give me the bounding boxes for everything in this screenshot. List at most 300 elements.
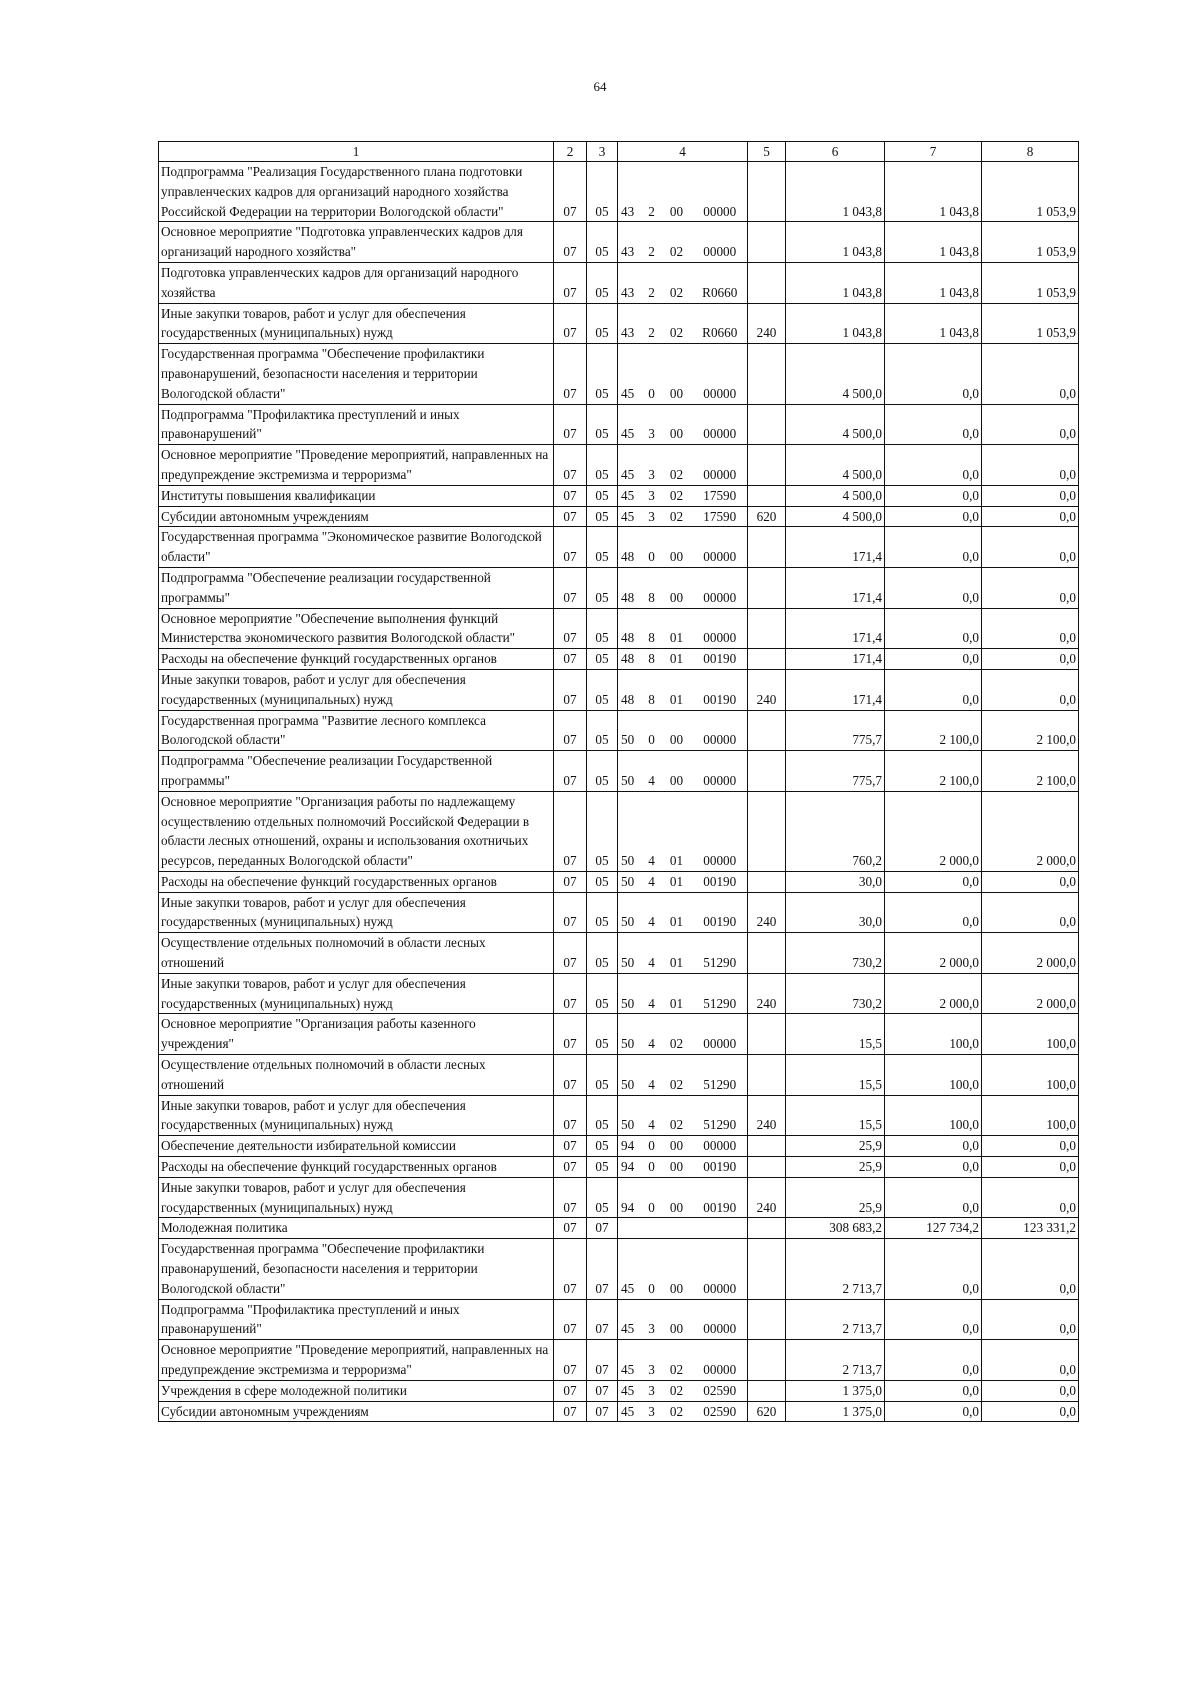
row-target-subprogram: 3 xyxy=(643,1299,661,1340)
row-value-col7: 0,0 xyxy=(885,649,982,670)
row-target-event: 02 xyxy=(661,485,693,506)
row-value-col6: 4 500,0 xyxy=(786,344,885,404)
row-target-subprogram: 4 xyxy=(643,1095,661,1136)
row-target-event: 00 xyxy=(661,1177,693,1218)
row-target-event: 02 xyxy=(661,262,693,303)
row-name: Обеспечение деятельности избирательной комиссии xyxy=(159,1136,554,1157)
row-subsection: 05 xyxy=(587,1177,618,1218)
row-name: Государственная программа "Экономическое развитие Вологодской области" xyxy=(159,527,554,568)
table-row xyxy=(159,567,1079,608)
row-subsection: 05 xyxy=(587,973,618,1014)
row-target-event: 00 xyxy=(661,751,693,792)
row-target-program: 50 xyxy=(618,710,643,751)
row-target-event: 02 xyxy=(661,1014,693,1055)
header-col-5: 5 xyxy=(748,142,786,162)
row-value-col7: 0,0 xyxy=(885,608,982,649)
row-name: Основное мероприятие "Проведение мероприятий, направленных на предупреждение экстремизма и терроризма" xyxy=(159,1340,554,1381)
table-row xyxy=(159,1380,1079,1401)
row-value-col8: 0,0 xyxy=(982,1177,1079,1218)
row-section: 07 xyxy=(554,303,587,344)
header-col-8: 8 xyxy=(982,142,1079,162)
row-value-col8: 0,0 xyxy=(982,527,1079,568)
row-name: Основное мероприятие "Организация работы казенного учреждения" xyxy=(159,1014,554,1055)
table-row xyxy=(159,222,1079,263)
row-name: Иные закупки товаров, работ и услуг для обеспечения государственных (муниципальных) нужд xyxy=(159,303,554,344)
row-expense-type: 620 xyxy=(748,506,786,527)
row-section: 07 xyxy=(554,710,587,751)
row-value-col6: 15,5 xyxy=(786,1055,885,1096)
header-col-3: 3 xyxy=(587,142,618,162)
table-row xyxy=(159,262,1079,303)
row-target-direction: 00000 xyxy=(693,1136,748,1157)
row-value-col7: 0,0 xyxy=(885,445,982,486)
row-value-col8: 100,0 xyxy=(982,1014,1079,1055)
table-row xyxy=(159,527,1079,568)
row-target-subprogram: 8 xyxy=(643,608,661,649)
row-value-col7: 100,0 xyxy=(885,1095,982,1136)
row-value-col6: 30,0 xyxy=(786,871,885,892)
row-value-col7: 0,0 xyxy=(885,892,982,933)
row-subsection: 05 xyxy=(587,892,618,933)
row-target-event: 00 xyxy=(661,1299,693,1340)
row-target-direction: 00000 xyxy=(693,527,748,568)
row-target-program: 43 xyxy=(618,262,643,303)
table-row xyxy=(159,1340,1079,1381)
row-value-col8: 0,0 xyxy=(982,506,1079,527)
row-name: Государственная программа "Обеспечение профилактики правонарушений, безопасности населения и территории Вологодской области" xyxy=(159,1239,554,1299)
row-name: Подпрограмма "Реализация Государственного плана подготовки управленческих кадров для организаций народного хозяйства Российской Федерации на территории Вологодской области" xyxy=(159,162,554,222)
row-target-direction xyxy=(693,1218,748,1239)
row-target-direction: 00000 xyxy=(693,162,748,222)
row-name: Институты повышения квалификации xyxy=(159,485,554,506)
row-section: 07 xyxy=(554,485,587,506)
row-subsection: 05 xyxy=(587,1055,618,1096)
row-expense-type xyxy=(748,222,786,263)
row-value-col6: 760,2 xyxy=(786,791,885,871)
row-target-program: 50 xyxy=(618,751,643,792)
row-name: Расходы на обеспечение функций государственных органов xyxy=(159,649,554,670)
row-expense-type: 240 xyxy=(748,973,786,1014)
row-target-program: 45 xyxy=(618,1380,643,1401)
row-target-program: 50 xyxy=(618,871,643,892)
row-expense-type xyxy=(748,485,786,506)
row-name: Подпрограмма "Профилактика преступлений и иных правонарушений" xyxy=(159,404,554,445)
row-target-subprogram: 0 xyxy=(643,344,661,404)
row-target-direction: 51290 xyxy=(693,1095,748,1136)
row-target-event: 02 xyxy=(661,1095,693,1136)
row-expense-type xyxy=(748,649,786,670)
row-section: 07 xyxy=(554,404,587,445)
row-name: Основное мероприятие "Обеспечение выполнения функций Министерства экономического развития Вологодской области" xyxy=(159,608,554,649)
row-target-event: 01 xyxy=(661,791,693,871)
row-name: Иные закупки товаров, работ и услуг для обеспечения государственных (муниципальных) нужд xyxy=(159,669,554,710)
row-section: 07 xyxy=(554,649,587,670)
row-value-col6: 15,5 xyxy=(786,1095,885,1136)
row-value-col6: 775,7 xyxy=(786,751,885,792)
row-name: Расходы на обеспечение функций государственных органов xyxy=(159,871,554,892)
row-value-col8: 1 053,9 xyxy=(982,262,1079,303)
row-target-program: 48 xyxy=(618,649,643,670)
row-name: Государственная программа "Развитие лесного комплекса Вологодской области" xyxy=(159,710,554,751)
row-name: Подпрограмма "Профилактика преступлений и иных правонарушений" xyxy=(159,1299,554,1340)
row-section: 07 xyxy=(554,1239,587,1299)
row-expense-type xyxy=(748,1218,786,1239)
row-section: 07 xyxy=(554,262,587,303)
row-subsection: 07 xyxy=(587,1299,618,1340)
table-row xyxy=(159,669,1079,710)
row-target-subprogram: 4 xyxy=(643,751,661,792)
row-expense-type: 240 xyxy=(748,303,786,344)
row-name: Иные закупки товаров, работ и услуг для обеспечения государственных (муниципальных) нужд xyxy=(159,1177,554,1218)
row-value-col8: 0,0 xyxy=(982,344,1079,404)
row-subsection: 05 xyxy=(587,1014,618,1055)
row-target-program: 50 xyxy=(618,973,643,1014)
row-target-direction: 00190 xyxy=(693,1177,748,1218)
header-col-1: 1 xyxy=(159,142,554,162)
row-target-subprogram: 4 xyxy=(643,892,661,933)
row-subsection: 05 xyxy=(587,162,618,222)
row-subsection: 05 xyxy=(587,871,618,892)
row-value-col7: 0,0 xyxy=(885,871,982,892)
row-value-col8: 0,0 xyxy=(982,1401,1079,1422)
row-target-program: 45 xyxy=(618,344,643,404)
row-target-subprogram: 4 xyxy=(643,1055,661,1096)
row-expense-type: 240 xyxy=(748,669,786,710)
table-row xyxy=(159,1218,1079,1239)
row-value-col7: 100,0 xyxy=(885,1055,982,1096)
row-name: Иные закупки товаров, работ и услуг для обеспечения государственных (муниципальных) нужд xyxy=(159,973,554,1014)
row-target-subprogram: 0 xyxy=(643,1177,661,1218)
row-value-col7: 0,0 xyxy=(885,567,982,608)
row-target-direction: 00000 xyxy=(693,222,748,263)
row-subsection: 05 xyxy=(587,1095,618,1136)
row-value-col6: 171,4 xyxy=(786,669,885,710)
row-value-col6: 1 375,0 xyxy=(786,1380,885,1401)
table-row xyxy=(159,485,1079,506)
row-value-col7: 0,0 xyxy=(885,404,982,445)
row-value-col6: 30,0 xyxy=(786,892,885,933)
row-expense-type xyxy=(748,1136,786,1157)
budget-table xyxy=(158,141,1079,1422)
row-target-direction: 17590 xyxy=(693,485,748,506)
row-value-col7: 0,0 xyxy=(885,1380,982,1401)
row-value-col6: 171,4 xyxy=(786,567,885,608)
row-value-col7: 2 000,0 xyxy=(885,791,982,871)
row-target-subprogram: 8 xyxy=(643,567,661,608)
row-name: Учреждения в сфере молодежной политики xyxy=(159,1380,554,1401)
table-row xyxy=(159,871,1079,892)
row-target-program: 48 xyxy=(618,608,643,649)
row-value-col7: 0,0 xyxy=(885,1340,982,1381)
row-target-program: 45 xyxy=(618,506,643,527)
row-value-col7: 2 100,0 xyxy=(885,710,982,751)
row-target-subprogram: 3 xyxy=(643,404,661,445)
row-target-event: 02 xyxy=(661,1380,693,1401)
row-target-event: 00 xyxy=(661,344,693,404)
row-target-event: 02 xyxy=(661,222,693,263)
row-target-direction: 00190 xyxy=(693,892,748,933)
row-target-event: 01 xyxy=(661,608,693,649)
row-section: 07 xyxy=(554,669,587,710)
row-target-event: 02 xyxy=(661,506,693,527)
row-target-program: 43 xyxy=(618,303,643,344)
row-target-program xyxy=(618,1218,643,1239)
row-section: 07 xyxy=(554,1380,587,1401)
row-name: Подпрограмма "Обеспечение реализации государственной программы" xyxy=(159,567,554,608)
row-target-direction: 00000 xyxy=(693,1340,748,1381)
row-target-subprogram: 3 xyxy=(643,1401,661,1422)
row-subsection: 05 xyxy=(587,649,618,670)
row-target-subprogram: 0 xyxy=(643,1157,661,1178)
row-value-col7: 127 734,2 xyxy=(885,1218,982,1239)
row-value-col7: 0,0 xyxy=(885,344,982,404)
row-target-subprogram: 3 xyxy=(643,1380,661,1401)
row-value-col8: 2 100,0 xyxy=(982,751,1079,792)
table-row xyxy=(159,445,1079,486)
row-target-program: 94 xyxy=(618,1136,643,1157)
row-subsection: 05 xyxy=(587,527,618,568)
row-value-col8: 1 053,9 xyxy=(982,303,1079,344)
row-section: 07 xyxy=(554,1177,587,1218)
row-value-col6: 2 713,7 xyxy=(786,1299,885,1340)
row-subsection: 05 xyxy=(587,933,618,974)
row-section: 07 xyxy=(554,1014,587,1055)
row-name: Осуществление отдельных полномочий в области лесных отношений xyxy=(159,1055,554,1096)
row-target-program: 45 xyxy=(618,445,643,486)
row-value-col6: 4 500,0 xyxy=(786,485,885,506)
row-target-direction: 00000 xyxy=(693,567,748,608)
row-value-col7: 100,0 xyxy=(885,1014,982,1055)
row-subsection: 05 xyxy=(587,567,618,608)
row-subsection: 05 xyxy=(587,669,618,710)
row-subsection: 05 xyxy=(587,404,618,445)
row-target-direction: 00000 xyxy=(693,404,748,445)
row-expense-type xyxy=(748,1340,786,1381)
row-expense-type xyxy=(748,1157,786,1178)
table-row xyxy=(159,1055,1079,1096)
row-section: 07 xyxy=(554,1157,587,1178)
row-target-program: 45 xyxy=(618,1401,643,1422)
row-subsection: 07 xyxy=(587,1218,618,1239)
row-target-event: 00 xyxy=(661,162,693,222)
row-value-col6: 775,7 xyxy=(786,710,885,751)
table-row xyxy=(159,751,1079,792)
row-target-direction: 02590 xyxy=(693,1380,748,1401)
row-value-col7: 1 043,8 xyxy=(885,303,982,344)
table-row xyxy=(159,162,1079,222)
row-value-col8: 0,0 xyxy=(982,485,1079,506)
row-name: Государственная программа "Обеспечение профилактики правонарушений, безопасности населения и территории Вологодской области" xyxy=(159,344,554,404)
row-value-col6: 171,4 xyxy=(786,649,885,670)
row-value-col8: 2 000,0 xyxy=(982,791,1079,871)
row-value-col8: 0,0 xyxy=(982,669,1079,710)
row-section: 07 xyxy=(554,933,587,974)
row-subsection: 07 xyxy=(587,1340,618,1381)
row-value-col8: 100,0 xyxy=(982,1055,1079,1096)
row-value-col6: 1 043,8 xyxy=(786,303,885,344)
row-value-col8: 0,0 xyxy=(982,871,1079,892)
row-target-subprogram: 0 xyxy=(643,710,661,751)
row-value-col7: 0,0 xyxy=(885,669,982,710)
row-target-event: 00 xyxy=(661,1157,693,1178)
row-target-event: 00 xyxy=(661,404,693,445)
row-target-event: 00 xyxy=(661,1239,693,1299)
row-target-program: 48 xyxy=(618,527,643,568)
row-target-program: 94 xyxy=(618,1177,643,1218)
row-target-direction: 00000 xyxy=(693,1239,748,1299)
row-target-subprogram: 4 xyxy=(643,1014,661,1055)
row-subsection: 05 xyxy=(587,1157,618,1178)
table-row xyxy=(159,303,1079,344)
table-row xyxy=(159,649,1079,670)
row-target-subprogram: 4 xyxy=(643,871,661,892)
row-expense-type xyxy=(748,1239,786,1299)
row-target-subprogram: 3 xyxy=(643,506,661,527)
table-row xyxy=(159,892,1079,933)
row-expense-type xyxy=(748,871,786,892)
table-row xyxy=(159,608,1079,649)
row-subsection: 05 xyxy=(587,445,618,486)
table-row xyxy=(159,344,1079,404)
row-expense-type xyxy=(748,933,786,974)
row-value-col7: 0,0 xyxy=(885,1239,982,1299)
table-row xyxy=(159,1299,1079,1340)
row-value-col7: 1 043,8 xyxy=(885,262,982,303)
row-target-subprogram: 4 xyxy=(643,973,661,1014)
row-expense-type: 240 xyxy=(748,1177,786,1218)
row-value-col7: 0,0 xyxy=(885,1401,982,1422)
row-value-col6: 25,9 xyxy=(786,1157,885,1178)
row-value-col6: 4 500,0 xyxy=(786,506,885,527)
table-row xyxy=(159,1136,1079,1157)
row-expense-type xyxy=(748,751,786,792)
page-number: 64 xyxy=(593,79,607,94)
row-target-subprogram: 8 xyxy=(643,649,661,670)
row-section: 07 xyxy=(554,1095,587,1136)
row-value-col8: 0,0 xyxy=(982,567,1079,608)
row-value-col8: 0,0 xyxy=(982,608,1079,649)
row-target-subprogram: 0 xyxy=(643,1136,661,1157)
row-value-col6: 2 713,7 xyxy=(786,1340,885,1381)
table-header-row xyxy=(159,142,1079,162)
row-value-col7: 0,0 xyxy=(885,1136,982,1157)
row-section: 07 xyxy=(554,527,587,568)
row-target-event: 00 xyxy=(661,527,693,568)
row-section: 07 xyxy=(554,222,587,263)
table-row xyxy=(159,1239,1079,1299)
table-row xyxy=(159,1014,1079,1055)
table-row xyxy=(159,506,1079,527)
row-value-col7: 0,0 xyxy=(885,527,982,568)
row-value-col6: 1 043,8 xyxy=(786,222,885,263)
row-target-subprogram: 3 xyxy=(643,445,661,486)
row-value-col7: 0,0 xyxy=(885,1157,982,1178)
row-value-col6: 730,2 xyxy=(786,933,885,974)
row-target-program: 45 xyxy=(618,404,643,445)
row-value-col8: 2 100,0 xyxy=(982,710,1079,751)
row-target-program: 50 xyxy=(618,933,643,974)
row-target-event: 01 xyxy=(661,649,693,670)
row-target-event: 02 xyxy=(661,1340,693,1381)
row-target-direction: 00000 xyxy=(693,1299,748,1340)
row-expense-type: 240 xyxy=(748,892,786,933)
row-section: 07 xyxy=(554,1055,587,1096)
table-row xyxy=(159,404,1079,445)
row-value-col6: 1 043,8 xyxy=(786,262,885,303)
row-value-col7: 0,0 xyxy=(885,1177,982,1218)
row-target-program: 50 xyxy=(618,1095,643,1136)
row-section: 07 xyxy=(554,892,587,933)
header-col-7: 7 xyxy=(885,142,982,162)
row-expense-type xyxy=(748,262,786,303)
row-value-col6: 1 375,0 xyxy=(786,1401,885,1422)
header-col-2: 2 xyxy=(554,142,587,162)
table-row xyxy=(159,710,1079,751)
row-expense-type xyxy=(748,1380,786,1401)
row-value-col8: 0,0 xyxy=(982,1157,1079,1178)
row-value-col6: 4 500,0 xyxy=(786,445,885,486)
row-target-event: 01 xyxy=(661,892,693,933)
row-target-event: 01 xyxy=(661,973,693,1014)
row-value-col8: 0,0 xyxy=(982,404,1079,445)
row-section: 07 xyxy=(554,608,587,649)
row-name: Подготовка управленческих кадров для организаций народного хозяйства xyxy=(159,262,554,303)
row-value-col6: 15,5 xyxy=(786,1014,885,1055)
row-target-event: 02 xyxy=(661,303,693,344)
row-target-direction: 00000 xyxy=(693,710,748,751)
row-name: Молодежная политика xyxy=(159,1218,554,1239)
row-target-event: 02 xyxy=(661,1401,693,1422)
row-expense-type: 620 xyxy=(748,1401,786,1422)
row-target-direction: 00000 xyxy=(693,608,748,649)
row-target-event: 00 xyxy=(661,567,693,608)
row-expense-type xyxy=(748,1055,786,1096)
row-target-subprogram: 0 xyxy=(643,527,661,568)
row-target-direction: 00000 xyxy=(693,791,748,871)
row-value-col6: 25,9 xyxy=(786,1136,885,1157)
row-value-col8: 0,0 xyxy=(982,649,1079,670)
row-expense-type: 240 xyxy=(748,1095,786,1136)
row-subsection: 07 xyxy=(587,1401,618,1422)
row-target-subprogram: 3 xyxy=(643,485,661,506)
row-name: Основное мероприятие "Проведение мероприятий, направленных на предупреждение экстремизма и терроризма" xyxy=(159,445,554,486)
row-value-col7: 0,0 xyxy=(885,506,982,527)
row-subsection: 05 xyxy=(587,485,618,506)
table-row xyxy=(159,973,1079,1014)
row-value-col8: 0,0 xyxy=(982,1380,1079,1401)
row-target-subprogram: 3 xyxy=(643,1340,661,1381)
row-value-col7: 2 100,0 xyxy=(885,751,982,792)
row-target-program: 50 xyxy=(618,892,643,933)
row-section: 07 xyxy=(554,1340,587,1381)
row-name: Субсидии автономным учреждениям xyxy=(159,506,554,527)
row-subsection: 05 xyxy=(587,608,618,649)
row-subsection: 05 xyxy=(587,344,618,404)
row-target-subprogram: 8 xyxy=(643,669,661,710)
table-row xyxy=(159,933,1079,974)
row-name: Основное мероприятие "Подготовка управленческих кадров для организаций народного хозяйства" xyxy=(159,222,554,263)
row-subsection: 05 xyxy=(587,710,618,751)
row-subsection: 05 xyxy=(587,303,618,344)
row-section: 07 xyxy=(554,973,587,1014)
table-row xyxy=(159,1157,1079,1178)
row-value-col8: 0,0 xyxy=(982,1136,1079,1157)
row-target-direction: 00000 xyxy=(693,344,748,404)
row-value-col6: 308 683,2 xyxy=(786,1218,885,1239)
row-expense-type xyxy=(748,527,786,568)
row-value-col8: 1 053,9 xyxy=(982,162,1079,222)
row-target-subprogram: 2 xyxy=(643,262,661,303)
